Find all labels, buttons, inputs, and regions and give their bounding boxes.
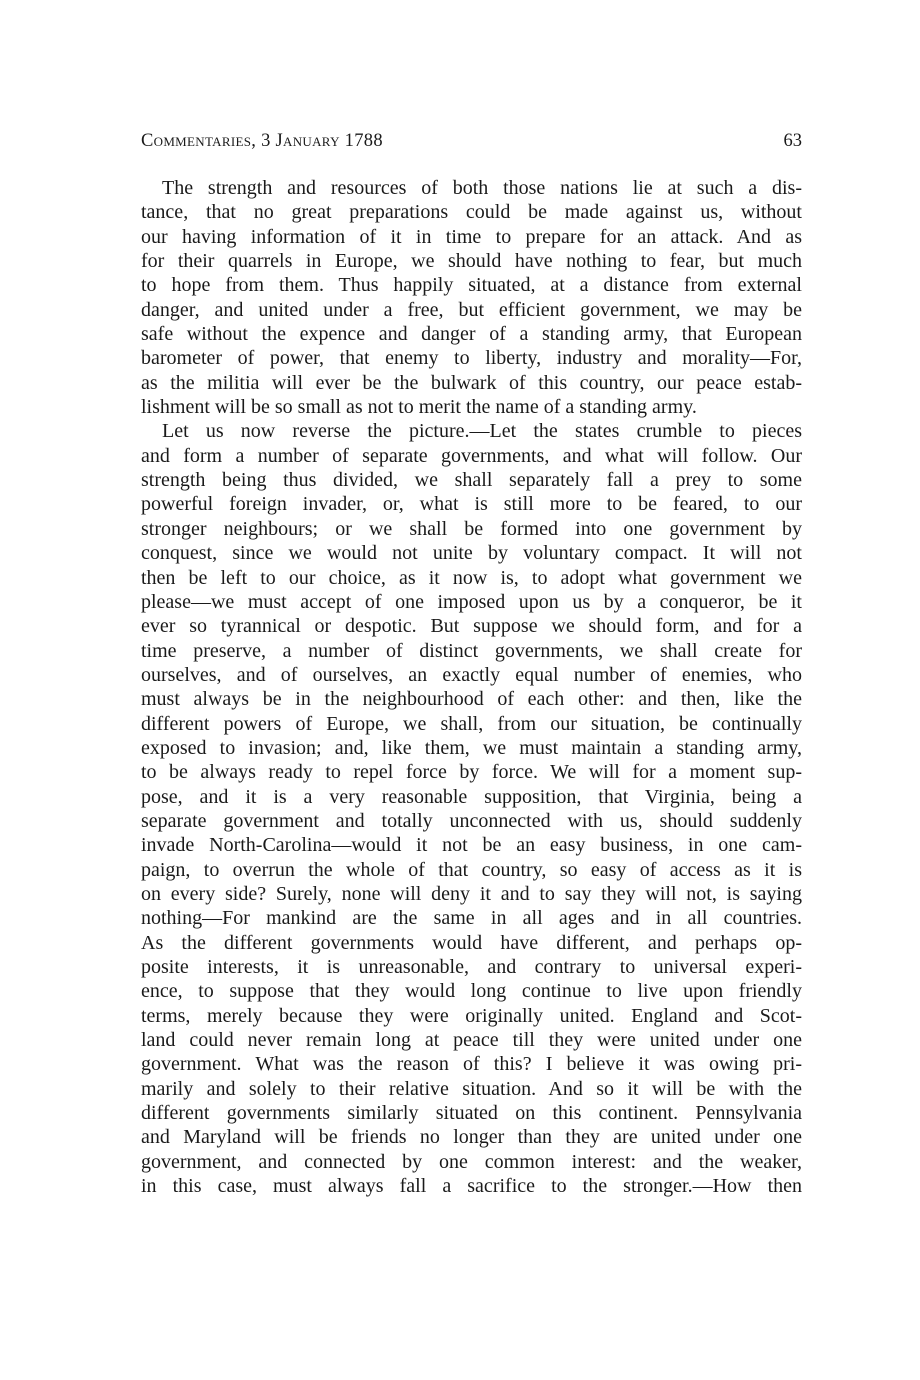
text-line: in this case, must always fall a sacrifice to the stronger.—How then — [141, 1175, 802, 1198]
paragraph — [141, 176, 802, 419]
text-line: As the different governments would have different, and perhaps op- — [141, 931, 802, 954]
text-line: exposed to invasion; and, like them, we must maintain a standing army, — [141, 736, 802, 759]
text-line: please—we must accept of one imposed upon us by a conqueror, be it — [141, 590, 802, 613]
text-line: time preserve, a number of distinct governments, we shall create for — [141, 639, 802, 662]
text-line: land could never remain long at peace till they were united under one — [141, 1029, 802, 1052]
text-line: The strength and resources of both those nations lie at such a dis- — [162, 177, 802, 199]
body-text — [141, 176, 802, 1198]
text-line: invade North-Carolina—would it not be an easy business, in one cam- — [141, 834, 802, 857]
text-line: our having information of it in time to prepare for an attack. And as — [141, 225, 802, 248]
text-line: to hope from them. Thus happily situated, at a distance from external — [141, 274, 802, 297]
text-line: different governments similarly situated on this continent. Pennsylvania — [141, 1102, 802, 1125]
text-line: stronger neighbours; or we shall be formed into one government by — [141, 517, 802, 540]
page-number: 63 — [783, 131, 802, 151]
text-line: pose, and it is a very reasonable supposition, that Virginia, being a — [141, 785, 802, 808]
text-line: danger, and united under a free, but efficient government, we may be — [141, 298, 802, 321]
text-line: government, and connected by one common interest: and the weaker, — [141, 1150, 802, 1173]
text-line: then be left to our choice, as it now is, to adopt what government we — [141, 566, 802, 589]
text-line: to be always ready to repel force by force. We will for a moment sup- — [141, 761, 802, 784]
text-line: government. What was the reason of this? I believe it was owing pri- — [141, 1053, 802, 1076]
text-line: separate government and totally unconnected with us, should suddenly — [141, 809, 802, 832]
running-head — [141, 128, 802, 154]
text-line: terms, merely because they were originally united. England and Scot- — [141, 1004, 802, 1027]
text-line: lishment will be so small as not to merit the name of a standing army. — [141, 396, 697, 419]
text-line: strength being thus divided, we shall separately fall a prey to some — [141, 469, 802, 492]
running-head-title: Commentaries, 3 January 1788 — [141, 131, 383, 151]
text-line: ence, to suppose that they would long continue to live upon friendly — [141, 980, 802, 1003]
text-line: on every side? Surely, none will deny it and to say they will not, is saying — [141, 882, 802, 905]
text-line: powerful foreign invader, or, what is still more to be feared, to our — [141, 493, 802, 516]
text-line: and form a number of separate governments, and what will follow. Our — [141, 444, 802, 467]
text-line: Let us now reverse the picture.—Let the states crumble to pieces — [162, 420, 802, 443]
text-line: nothing—For mankind are the same in all ages and in all countries. — [141, 907, 802, 930]
text-line: posite interests, it is unreasonable, and contrary to universal experi- — [141, 956, 802, 978]
text-line: and Maryland will be friends no longer than they are united under one — [141, 1126, 802, 1149]
text-line: barometer of power, that enemy to liberty, industry and morality—For, — [141, 347, 802, 370]
text-line: for their quarrels in Europe, we should have nothing to fear, but much — [141, 250, 802, 273]
text-line: marily and solely to their relative situation. And so it will be with the — [141, 1077, 802, 1100]
paragraph — [141, 419, 802, 1198]
text-line: tance, that no great preparations could be made against us, without — [141, 201, 802, 224]
text-line: different powers of Europe, we shall, from our situation, be continually — [141, 712, 802, 735]
text-line: safe without the expence and danger of a standing army, that European — [141, 323, 802, 346]
text-line: ourselves, and of ourselves, an exactly equal number of enemies, who — [141, 663, 802, 686]
text-line: as the militia will ever be the bulwark of this country, our peace estab- — [141, 371, 802, 394]
text-line: paign, to overrun the whole of that country, so easy of access as it is — [141, 858, 802, 881]
document-page — [141, 128, 802, 1198]
text-line: must always be in the neighbourhood of each other: and then, like the — [141, 688, 802, 711]
text-line: conquest, since we would not unite by voluntary compact. It will not — [141, 542, 802, 565]
text-line: ever so tyrannical or despotic. But suppose we should form, and for a — [141, 615, 802, 638]
